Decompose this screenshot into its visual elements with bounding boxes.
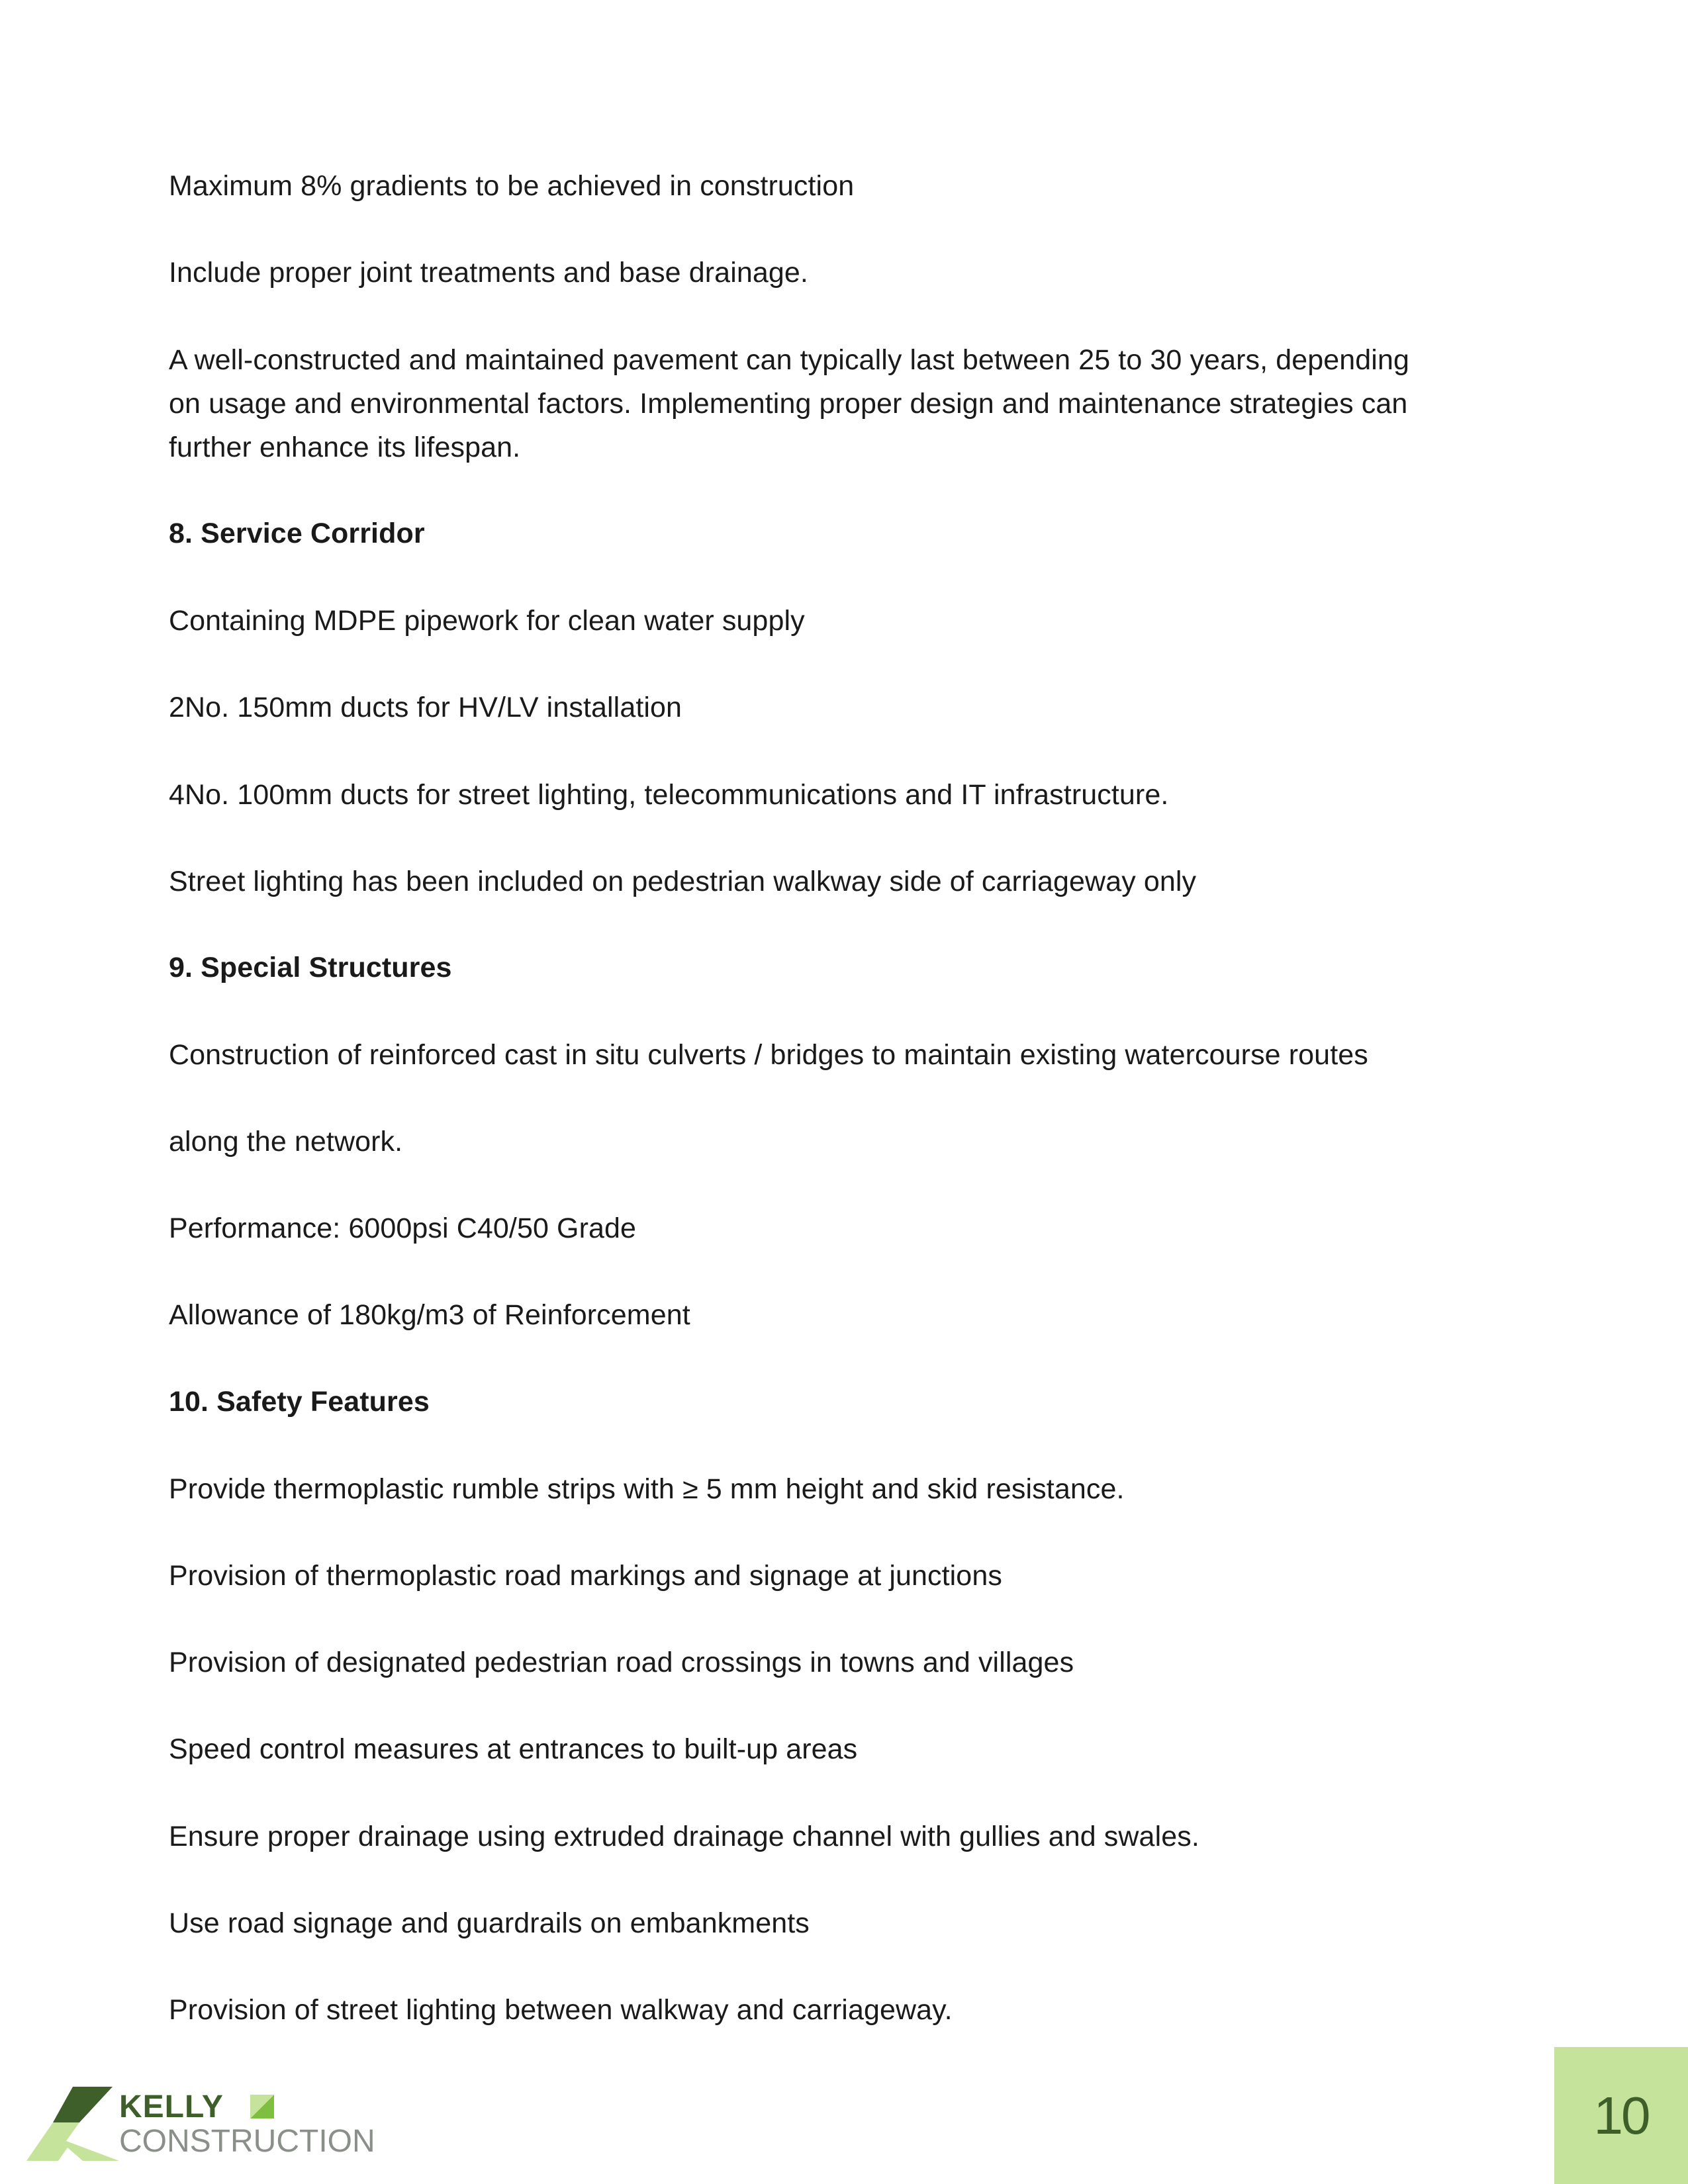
text-line: Provision of thermoplastic road markings and signage at junctions [169,1560,1002,1592]
paragraph-line: on usage and environmental factors. Implementing proper design and maintenance strategies can [169,388,1408,420]
text-line: Performance: 6000psi C40/50 Grade [169,1212,637,1244]
page-number-badge [1554,2047,1688,2184]
text-line: 4No. 100mm ducts for street lighting, telecommunications and IT infrastructure. [169,779,1169,811]
page-number: 10 [1593,2086,1649,2145]
company-logo [26,2081,397,2167]
text-line: Allowance of 180kg/m3 of Reinforcement [169,1299,690,1331]
text-line: 2No. 150mm ducts for HV/LV installation [169,692,682,723]
section-heading: 8. Service Corridor [169,518,425,549]
logo-square-icon [250,2095,274,2118]
text-line: Containing MDPE pipework for clean water supply [169,605,805,637]
text-line: Maximum 8% gradients to be achieved in construction [169,170,855,202]
text-line: Provision of designated pedestrian road crossings in towns and villages [169,1647,1074,1678]
text-line: Use road signage and guardrails on embankments [169,1907,810,1939]
paragraph-line: further enhance its lifespan. [169,432,521,463]
section-heading: 9. Special Structures [169,952,452,983]
section-heading: 10. Safety Features [169,1386,430,1418]
text-line: along the network. [169,1126,403,1158]
text-line: Construction of reinforced cast in situ culverts / bridges to maintain existing watercourse routes [169,1039,1368,1071]
text-line: Provide thermoplastic rumble strips with ≥ 5 mm height and skid resistance. [169,1473,1125,1505]
text-line: Street lighting has been included on pedestrian walkway side of carriageway only [169,866,1197,897]
paragraph-line: A well-constructed and maintained pavement can typically last between 25 to 30 years, depending [169,344,1409,376]
text-line: Speed control measures at entrances to built-up areas [169,1733,858,1765]
text-line: Include proper joint treatments and base drainage. [169,257,808,289]
text-line: Provision of street lighting between walkway and carriageway. [169,1994,953,2026]
logo-word-kelly: KELLY [119,2089,224,2124]
logo-word-construction: CONSTRUCTION [119,2124,375,2159]
text-line: Ensure proper drainage using extruded drainage channel with gullies and swales. [169,1821,1199,1852]
